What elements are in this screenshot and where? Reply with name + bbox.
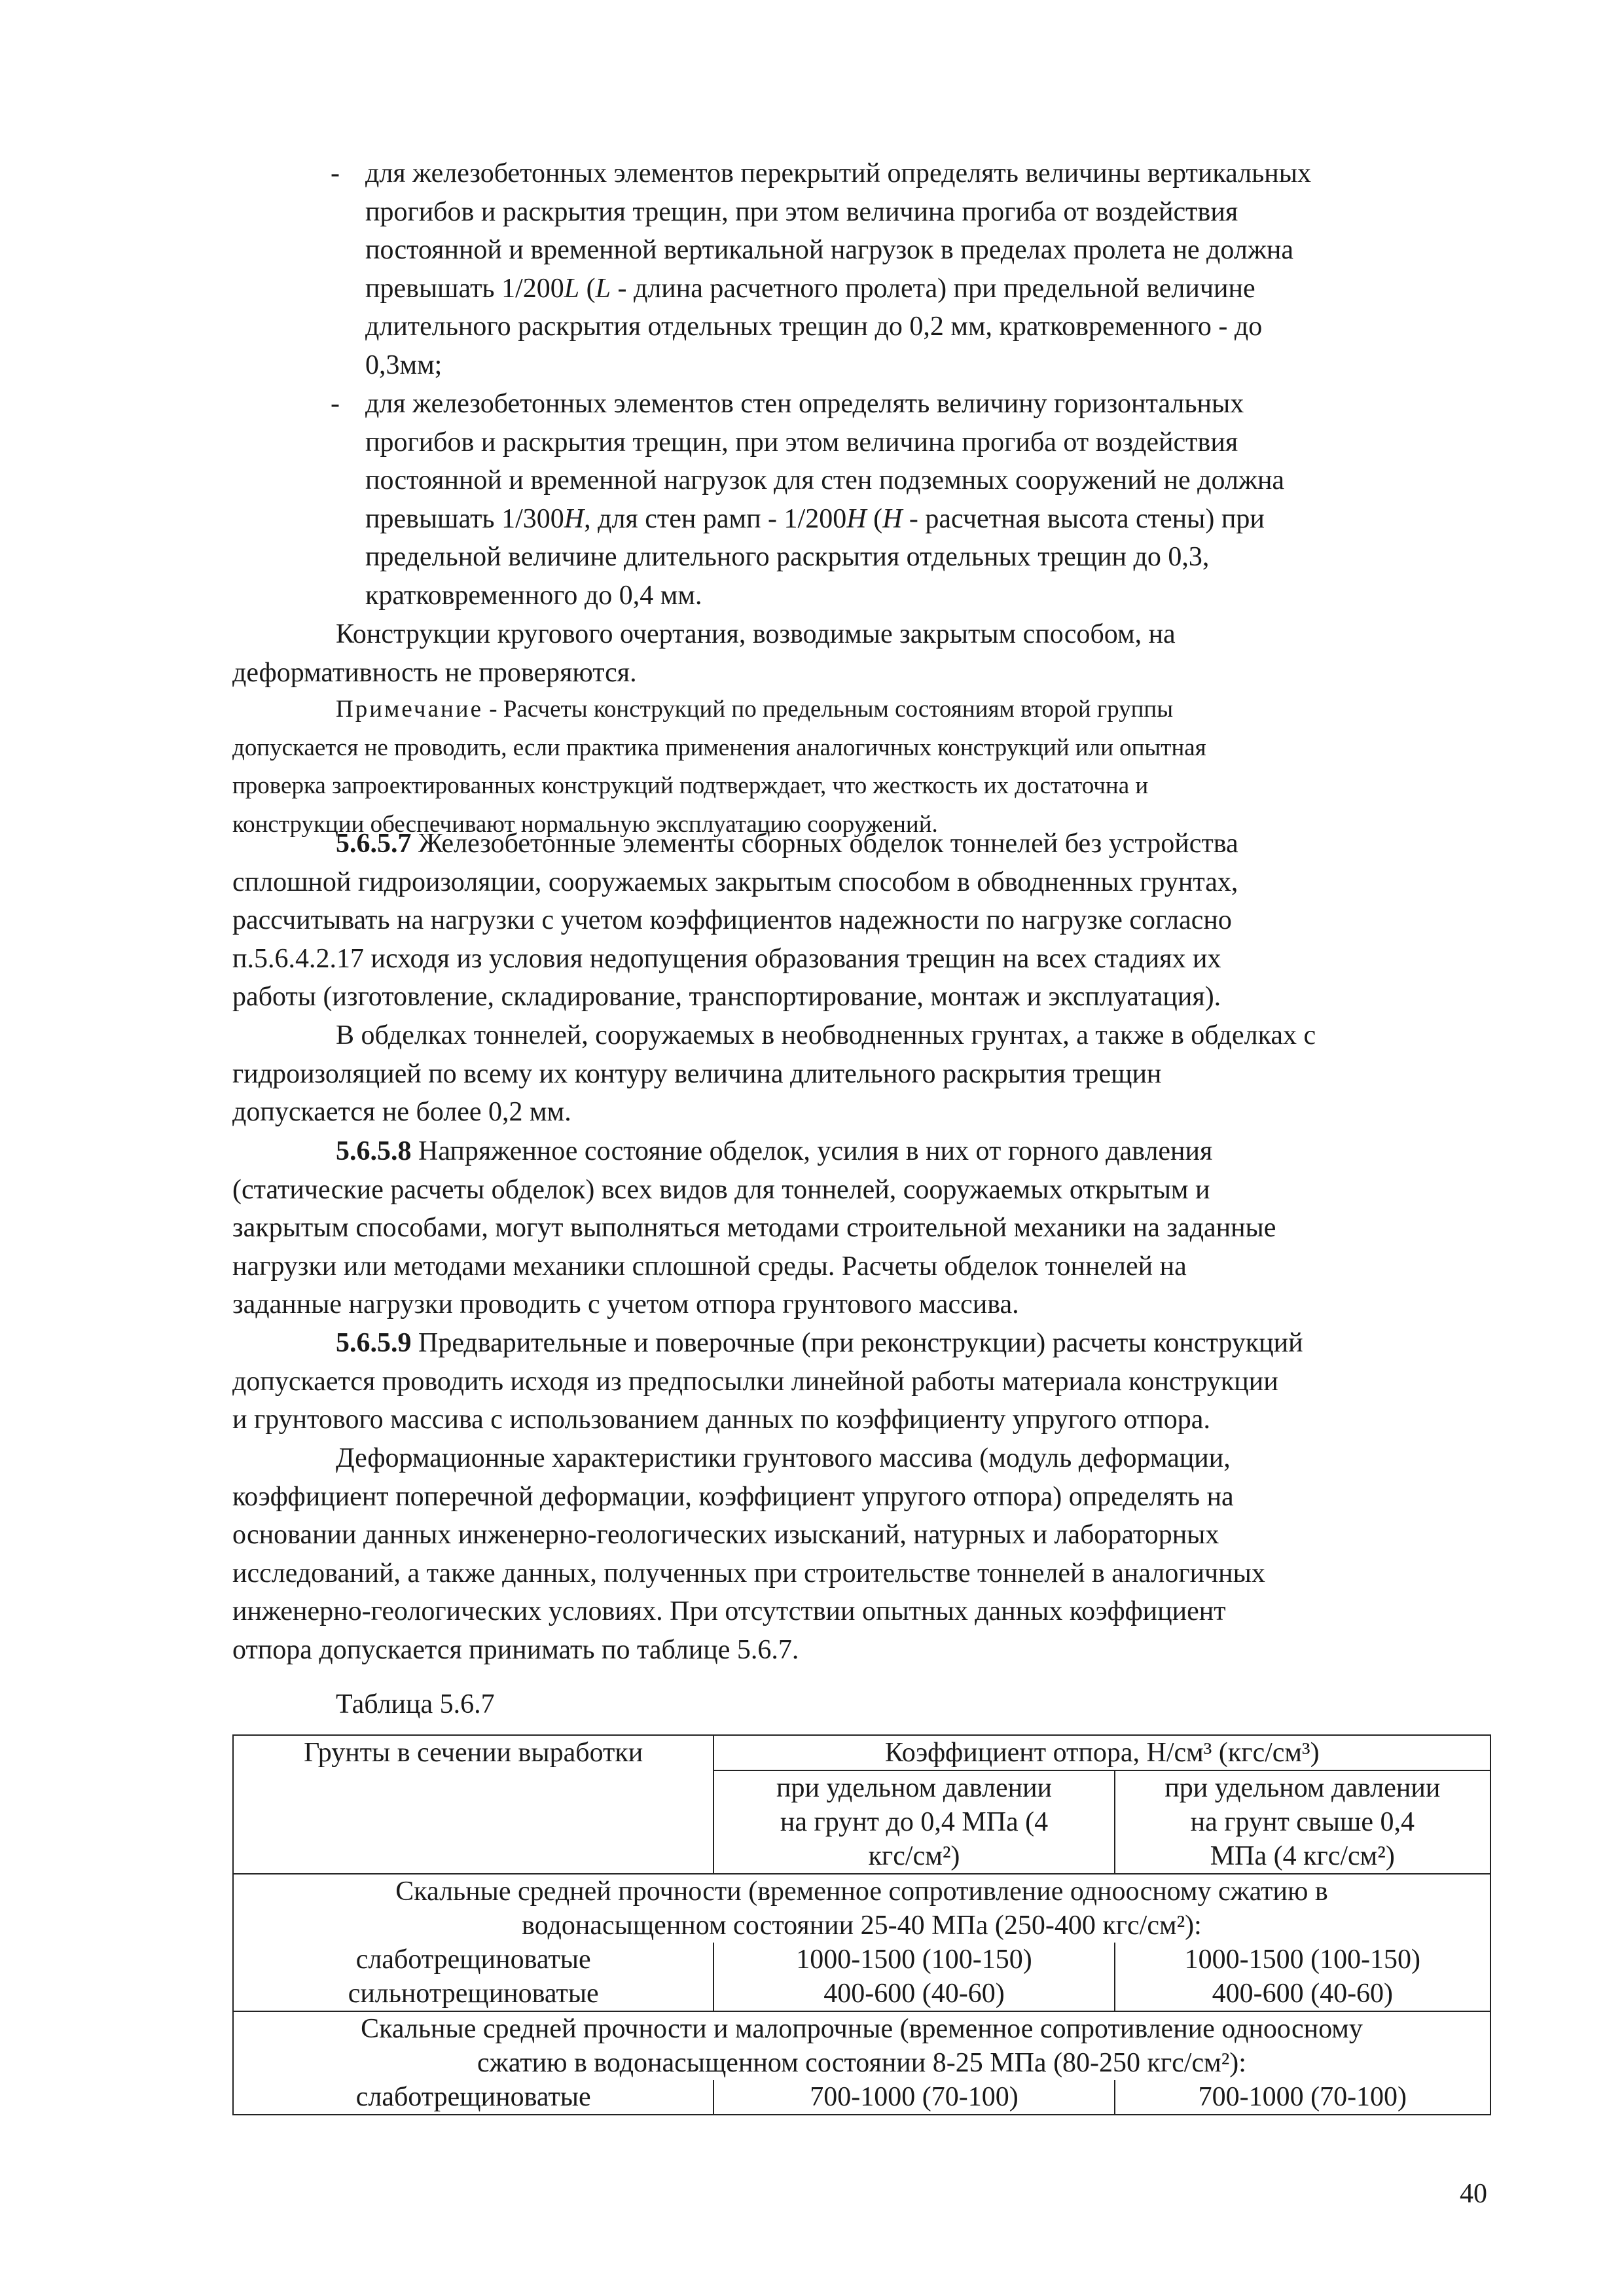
- paragraph-crack-opening: [232, 1016, 1504, 1132]
- bullet-line: превышать 1/200L (L - длина расчетного пролета) при предельной величине: [365, 273, 1255, 304]
- note: [232, 691, 1504, 844]
- header-soil-column: Грунты в сечении выработки: [233, 1735, 713, 1874]
- cell-value: 700-1000 (70-100): [1115, 2080, 1490, 2115]
- header-line: на грунт свыше 0,4: [1190, 1807, 1415, 1837]
- section-5-6-5-9: [232, 1324, 1504, 1439]
- paragraph-line: коэффициент поперечной деформации, коэффициент упругого отпора) определять на: [232, 1481, 1234, 1512]
- group-title-line: Скальные средней прочности и малопрочные (временное сопротивление одноосному: [361, 2014, 1363, 2044]
- section-number: 5.6.5.8: [336, 1136, 412, 1166]
- group-title-line: Скальные средней прочности (временное сопротивление одноосному сжатию в: [395, 1876, 1328, 1907]
- table-group-row: [233, 2011, 1490, 2080]
- table-5-6-7: [232, 1734, 1491, 2115]
- section-number: 5.6.5.7: [336, 829, 412, 859]
- cell-value: 1000-1500 (100-150): [1115, 1943, 1490, 1977]
- cell-soil: слаботрещиноватые: [233, 1943, 713, 1977]
- paragraph-line: Железобетонные элементы сборных обделок тоннелей без устройства: [411, 829, 1238, 859]
- table-row: [233, 2080, 1490, 2115]
- table-row: [233, 1977, 1490, 2011]
- header-line: МПа (4 кгс/см²): [1210, 1841, 1395, 1871]
- paragraph-line: отпора допускается принимать по таблице 5.6.7.: [232, 1634, 799, 1665]
- group-title-low-strength: [233, 2011, 1490, 2080]
- paragraph-line: Напряженное состояние обделок, усилия в них от горного давления: [411, 1136, 1213, 1166]
- paragraph-line: допускается проводить исходя из предпосылки линейной работы материала конструкции: [232, 1366, 1278, 1397]
- bullet-line: для железобетонных элементов перекрытий определять величины вертикальных: [365, 158, 1311, 188]
- bullet-line: 0,3мм;: [365, 350, 442, 380]
- header-up-to-0-4: [713, 1770, 1114, 1874]
- header-line: при удельном давлении: [1164, 1773, 1441, 1803]
- bullet-dash: -: [331, 158, 340, 188]
- header-line: кгс/см²): [868, 1841, 960, 1871]
- cell-soil: слаботрещиноватые: [233, 2080, 713, 2115]
- section-5-6-5-7: [232, 825, 1504, 1016]
- bullet-line: кратковременного до 0,4 мм.: [365, 580, 702, 611]
- bullet-line: длительного раскрытия отдельных трещин до 0,2 мм, кратковременного - до: [365, 312, 1263, 342]
- table-row: [233, 1943, 1490, 1977]
- cell-value: 400-600 (40-60): [713, 1977, 1114, 2011]
- paragraph-line: работы (изготовление, складирование, транспортирование, монтаж и эксплуатация).: [232, 982, 1221, 1013]
- paragraph-line: п.5.6.4.2.17 исходя из условия недопущения образования трещин на всех стадиях их: [232, 943, 1221, 974]
- bullet-wall-deflection: [331, 385, 1504, 615]
- bullet-line: превышать 1/300H, для стен рамп - 1/200H (H - расчетная высота стены) при: [365, 503, 1265, 534]
- paragraph-line: (статические расчеты обделок) всех видов для тоннелей, сооружаемых открытым и: [232, 1174, 1210, 1205]
- cell-value: 400-600 (40-60): [1115, 1977, 1490, 2011]
- paragraph-line: Предварительные и поверочные (при реконструкции) расчеты конструкций: [411, 1328, 1303, 1358]
- paragraph-line: инженерно-геологических условиях. При отсутствии опытных данных коэффициент: [232, 1596, 1226, 1627]
- bullet-line: постоянной и временной нагрузок для стен подземных сооружений не должна: [365, 465, 1285, 496]
- header-over-0-4: [1115, 1770, 1490, 1874]
- paragraph-line: Деформационные характеристики грунтового массива (модуль деформации,: [336, 1443, 1231, 1473]
- paragraph-deformation: [232, 1439, 1504, 1670]
- note-line: допускается не проводить, если практика применения аналогичных конструкций или опытная: [232, 734, 1206, 761]
- paragraph-line: основании данных инженерно-геологических изысканий, натурных и лабораторных: [232, 1520, 1219, 1551]
- header-line: при удельном давлении: [776, 1773, 1053, 1803]
- header-line: на грунт до 0,4 МПа (4: [780, 1807, 1049, 1837]
- bullet-line: предельной величине длительного раскрытия отдельных трещин до 0,3,: [365, 542, 1210, 573]
- paragraph-line: допускается не более 0,2 мм.: [232, 1097, 571, 1128]
- table-header-row: [233, 1735, 1490, 1770]
- note-line: - Расчеты конструкций по предельным состояниям второй группы: [483, 696, 1174, 723]
- bullet-line: постоянной и временной вертикальной нагрузок в пределах пролета не должна: [365, 235, 1293, 266]
- paragraph-line: Конструкции кругового очертания, возводимые закрытым способом, на: [336, 619, 1176, 649]
- paragraph-line: исследований, а также данных, полученных при строительстве тоннелей в аналогичных: [232, 1558, 1265, 1588]
- header-coefficient-group: Коэффициент отпора, Н/см³ (кгс/см³): [713, 1735, 1490, 1770]
- group-title-line: сжатию в водонасыщенном состоянии 8-25 МПа (80-250 кгс/см²):: [477, 2048, 1246, 2078]
- bullet-line: прогибов и раскрытия трещин, при этом величина прогиба от воздействия: [365, 196, 1238, 227]
- cell-value: 1000-1500 (100-150): [713, 1943, 1114, 1977]
- cell-value: 700-1000 (70-100): [713, 2080, 1114, 2115]
- table-group-row: [233, 1874, 1490, 1943]
- paragraph-line: рассчитывать на нагрузки с учетом коэффициентов надежности по нагрузке согласно: [232, 905, 1232, 936]
- note-line: конструкции обеспечивают нормальную эксплуатацию сооружений.: [232, 810, 938, 838]
- group-title-medium-strength: [233, 1874, 1490, 1943]
- paragraph-line: сплошной гидроизоляции, сооружаемых закрытым способом в обводненных грунтах,: [232, 867, 1238, 897]
- paragraph-line: деформативность не проверяются.: [232, 657, 637, 688]
- note-line: проверка запроектированных конструкций подтверждает, что жесткость их достаточна и: [232, 772, 1149, 800]
- page-number: 40: [1460, 2179, 1487, 2209]
- section-number: 5.6.5.9: [336, 1328, 412, 1358]
- table-caption: Таблица 5.6.7: [336, 1689, 495, 1719]
- paragraph-line: закрытым способами, могут выполняться методами строительной механики на заданные: [232, 1213, 1276, 1244]
- paragraph-line: заданные нагрузки проводить с учетом отпора грунтового массива.: [232, 1289, 1019, 1320]
- bullet-dash: -: [331, 389, 340, 419]
- note-label: Примечание: [336, 696, 483, 723]
- paragraph-line: В обделках тоннелей, сооружаемых в необводненных грунтах, а также в обделках с: [336, 1020, 1316, 1050]
- cell-soil: сильнотрещиноватые: [233, 1977, 713, 2011]
- paragraph-circular: [232, 615, 1504, 692]
- paragraph-line: гидроизоляцией по всему их контуру величина длительного раскрытия трещин: [232, 1058, 1162, 1089]
- paragraph-line: и грунтового массива с использованием данных по коэффициенту упругого отпора.: [232, 1405, 1210, 1435]
- bullet-line: прогибов и раскрытия трещин, при этом величина прогиба от воздействия: [365, 427, 1238, 457]
- section-5-6-5-8: [232, 1132, 1504, 1324]
- bullet-line: для железобетонных элементов стен определять величину горизонтальных: [365, 389, 1244, 419]
- group-title-line: водонасыщенном состоянии 25-40 МПа (250-400 кгс/см²):: [522, 1910, 1202, 1941]
- bullet-floor-deflection: [331, 154, 1504, 385]
- paragraph-line: нагрузки или методами механики сплошной среды. Расчеты обделок тоннелей на: [232, 1251, 1187, 1282]
